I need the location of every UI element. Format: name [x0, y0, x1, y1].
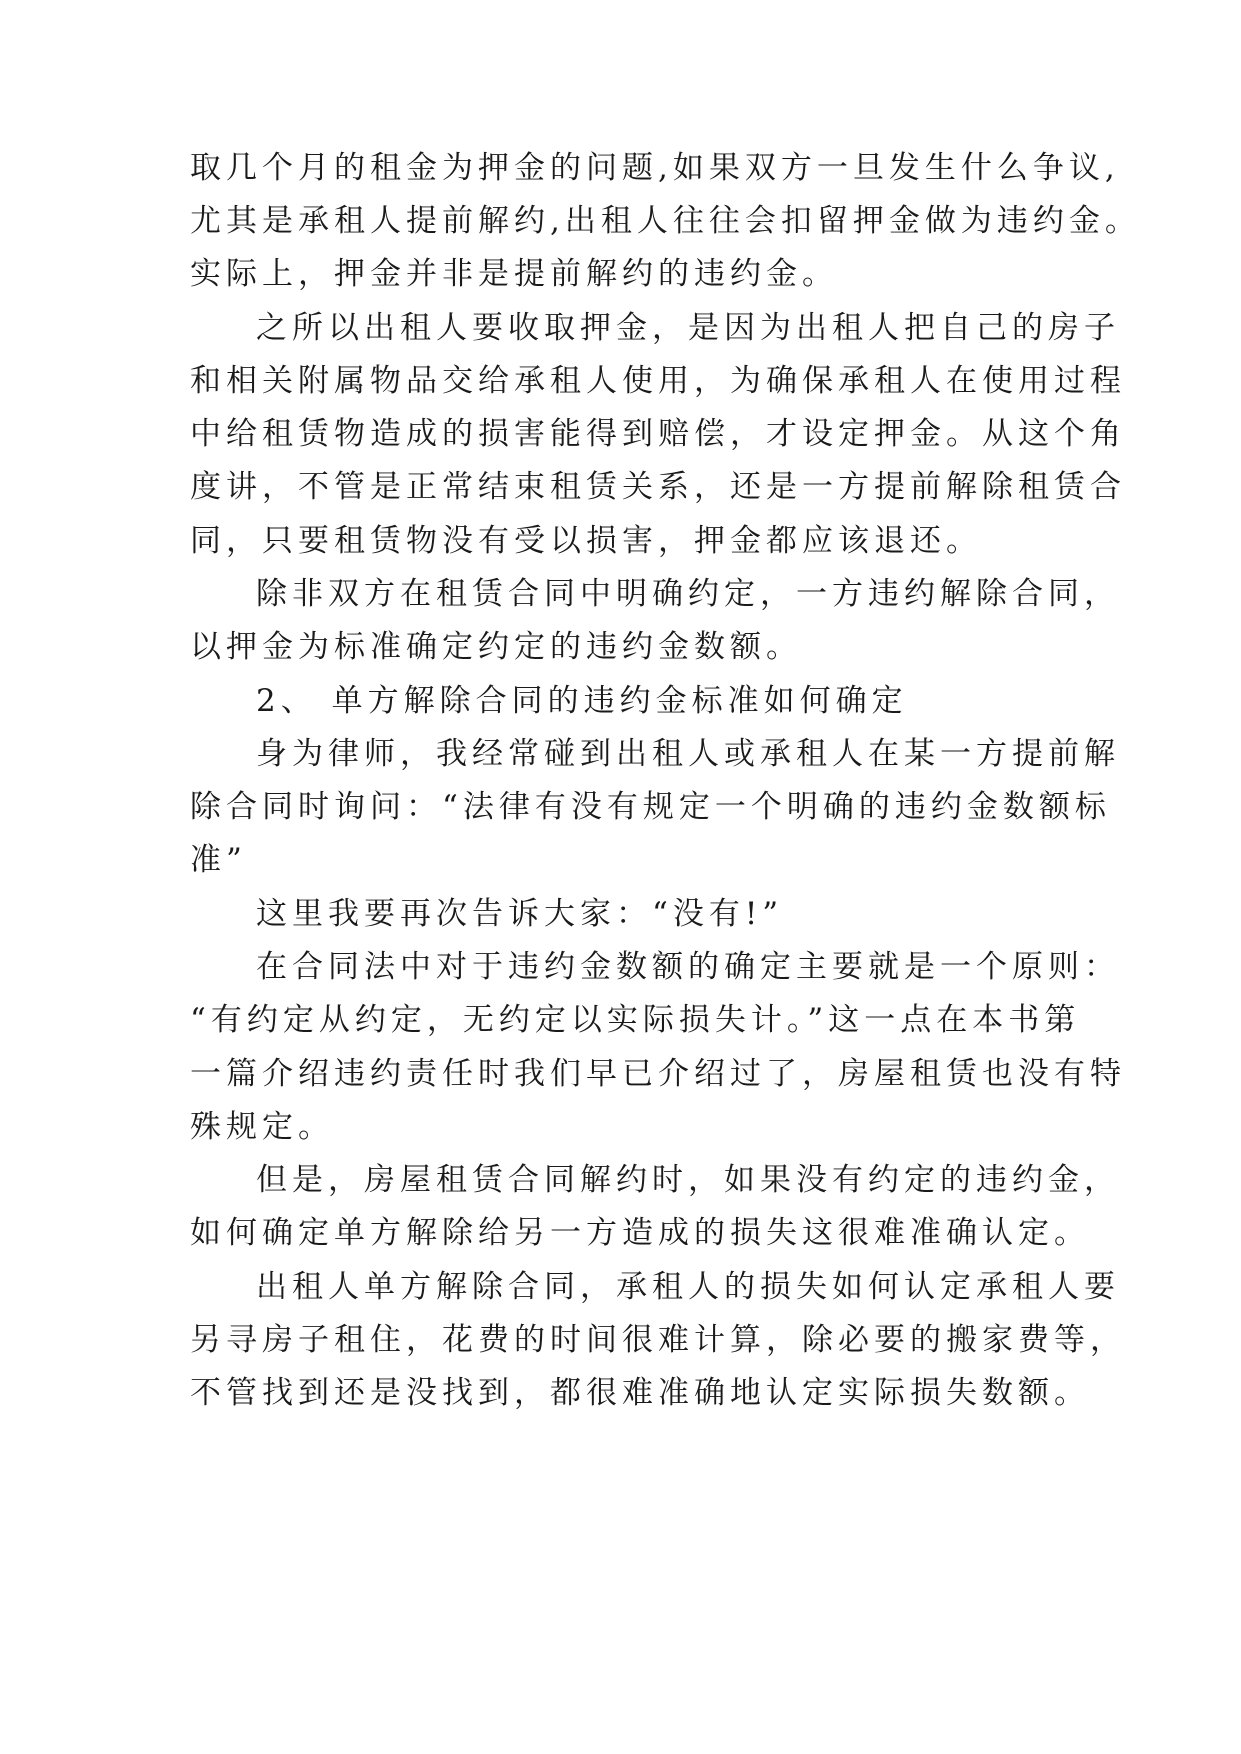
paragraph-first-line: 这里我要再次告诉大家：“没有!” [256, 896, 784, 932]
text-line: 不管找到还是没找到，都很难准确地认定实际损失数额。 [190, 1375, 1090, 1411]
text-line: 以押金为标准确定约定的违约金数额。 [190, 629, 802, 665]
text-line: 同，只要租赁物没有受以损害，押金都应该退还。 [190, 523, 982, 559]
text-line: 如何确定单方解除给另一方造成的损失这很难准确认定。 [190, 1215, 1090, 1251]
text-line: 除合同时询问：“法律有没有规定一个明确的违约金数额标 [190, 789, 1111, 825]
text-line: 实际上，押金并非是提前解约的违约金。 [190, 256, 838, 292]
section-heading: 2、 单方解除合同的违约金标准如何确定 [256, 683, 908, 719]
text-line: 准” [190, 842, 247, 878]
paragraph-first-line: 出租人单方解除合同，承租人的损失如何认定承租人要 [256, 1269, 1120, 1305]
text-line: 一篇介绍违约责任时我们早已介绍过了，房屋租赁也没有特 [190, 1056, 1126, 1092]
paragraph-first-line: 除非双方在租赁合同中明确约定，一方违约解除合同， [256, 576, 1120, 612]
text-line: 度讲，不管是正常结束租赁关系，还是一方提前解除租赁合 [190, 469, 1126, 505]
paragraph-first-line: 之所以出租人要收取押金，是因为出租人把自己的房子 [256, 310, 1120, 346]
text-line: 殊规定。 [190, 1109, 334, 1145]
text-line: 另寻房子租住，花费的时间很难计算，除必要的搬家费等， [190, 1322, 1126, 1358]
paragraph-first-line: 但是，房屋租赁合同解约时，如果没有约定的违约金， [256, 1162, 1120, 1198]
text-line: 尤其是承租人提前解约,出租人往往会扣留押金做为违约金。 [190, 203, 1141, 239]
text-line: 中给租赁物造成的损害能得到赔偿，才设定押金。从这个角 [190, 416, 1126, 452]
paragraph-first-line: 身为律师，我经常碰到出租人或承租人在某一方提前解 [256, 736, 1120, 772]
text-line: “有约定从约定，无约定以实际损失计。”这一点在本书第 [190, 1002, 1081, 1038]
text-line: 和相关附属物品交给承租人使用，为确保承租人在使用过程 [190, 363, 1126, 399]
paragraph-first-line: 在合同法中对于违约金数额的确定主要就是一个原则： [256, 949, 1120, 985]
text-line: 取几个月的租金为押金的问题,如果双方一旦发生什么争议, [190, 150, 1120, 186]
